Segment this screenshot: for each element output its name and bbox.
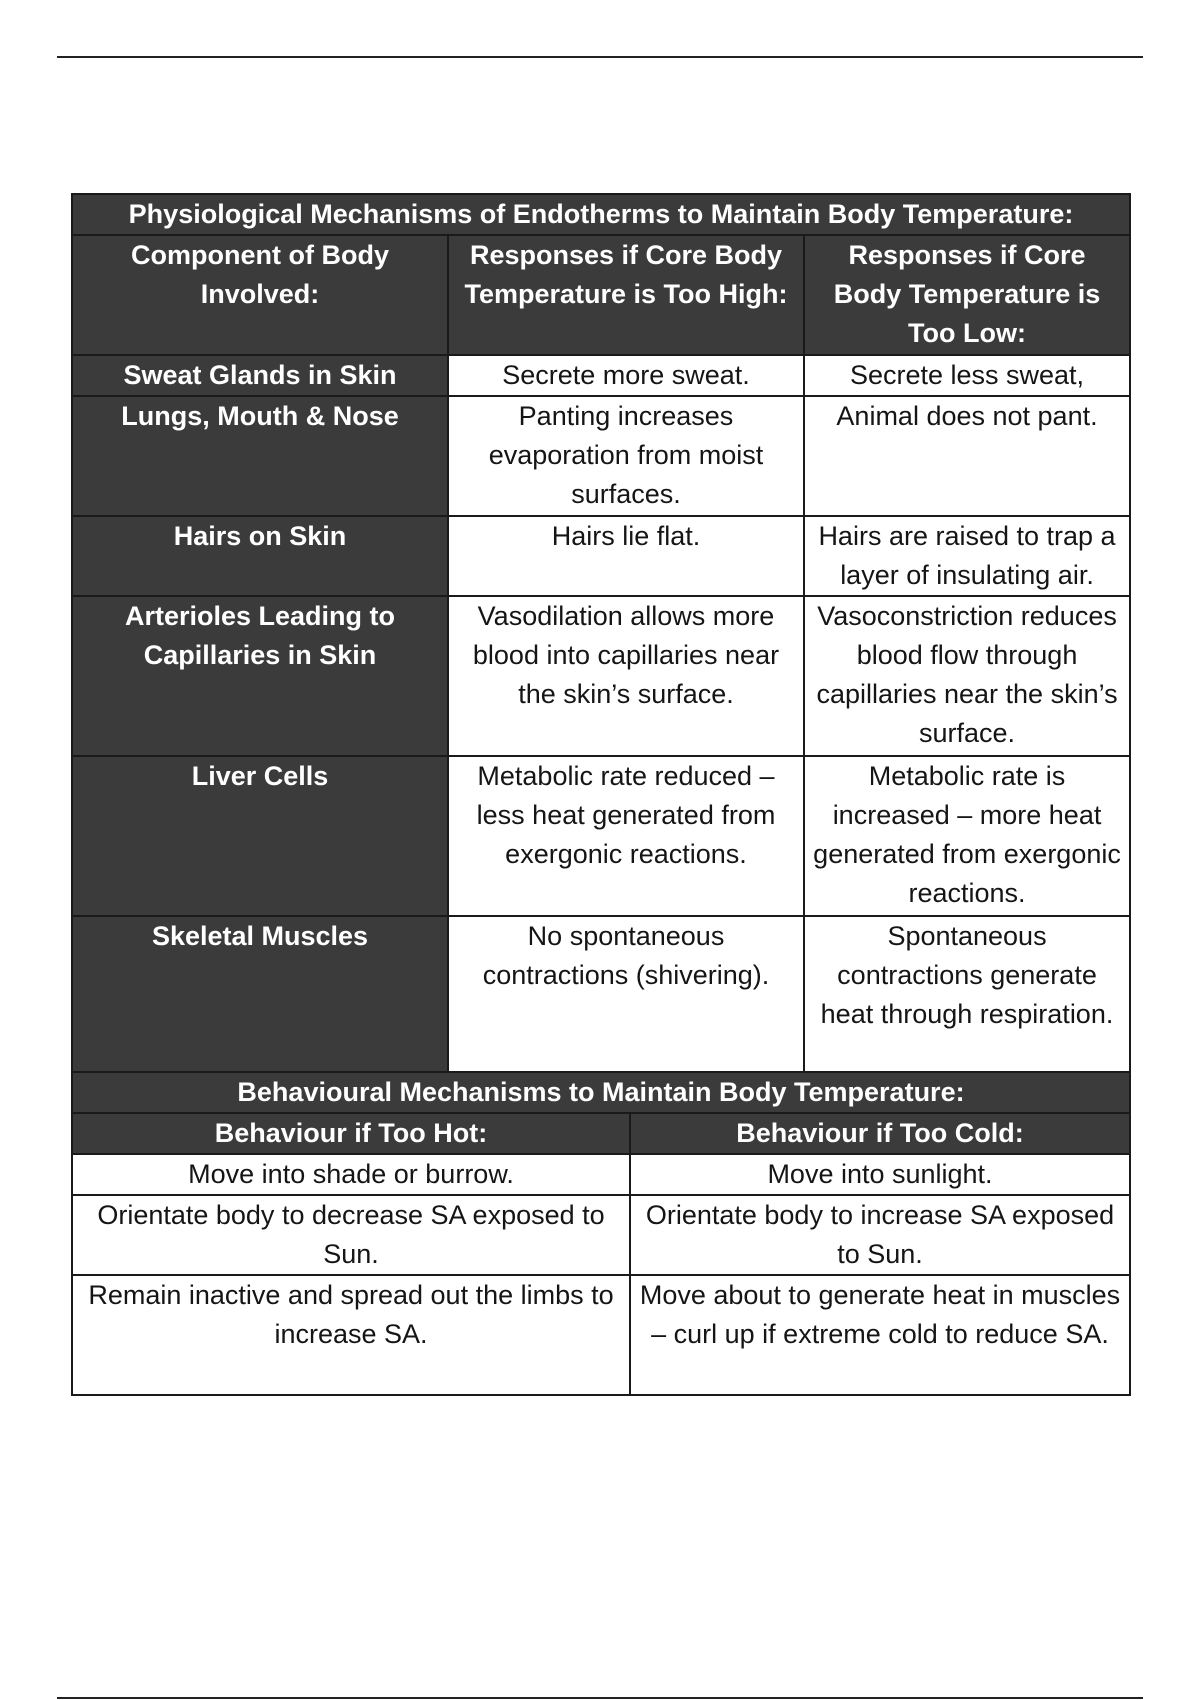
row-high-response: No spontaneous contractions (shivering). [448, 916, 804, 1076]
header-component: Component of Body Involved: [72, 235, 448, 355]
row-component: Liver Cells [72, 756, 448, 916]
behavioural-table [71, 1071, 1131, 1396]
row-low-response: Vasoconstriction reduces blood flow through capillaries near the skin’s surface. [804, 596, 1130, 756]
row-high-response: Hairs lie flat. [448, 516, 804, 596]
physiological-table [71, 193, 1131, 1077]
header-too-low: Responses if Core Body Temperature is Too Low: [804, 235, 1130, 355]
row-low-response: Hairs are raised to trap a layer of insulating air. [804, 516, 1130, 596]
table-row [72, 756, 1130, 916]
table-row [72, 916, 1130, 1076]
table-row [72, 396, 1130, 516]
row-low-response: Spontaneous contractions generate heat through respiration. [804, 916, 1130, 1076]
behaviour-hot: Orientate body to decrease SA exposed to Sun. [72, 1195, 630, 1275]
header-too-cold: Behaviour if Too Cold: [630, 1113, 1130, 1154]
behaviour-hot: Remain inactive and spread out the limbs to increase SA. [72, 1275, 630, 1395]
behaviour-cold: Move into sunlight. [630, 1154, 1130, 1195]
row-component: Hairs on Skin [72, 516, 448, 596]
table-row [72, 355, 1130, 396]
behavioural-title: Behavioural Mechanisms to Maintain Body Temperature: [72, 1072, 1130, 1113]
row-high-response: Vasodilation allows more blood into capillaries near the skin’s surface. [448, 596, 804, 756]
row-low-response: Metabolic rate is increased – more heat generated from exergonic reactions. [804, 756, 1130, 916]
row-component: Skeletal Muscles [72, 916, 448, 1076]
table-row [72, 1195, 1130, 1275]
row-low-response: Secrete less sweat, [804, 355, 1130, 396]
row-component: Sweat Glands in Skin [72, 355, 448, 396]
table-row [72, 1275, 1130, 1395]
behaviour-cold: Orientate body to increase SA exposed to Sun. [630, 1195, 1130, 1275]
row-high-response: Metabolic rate reduced – less heat generated from exergonic reactions. [448, 756, 804, 916]
table-row [72, 596, 1130, 756]
physiological-title: Physiological Mechanisms of Endotherms to Maintain Body Temperature: [72, 194, 1130, 235]
table-row [72, 1154, 1130, 1195]
header-too-hot: Behaviour if Too Hot: [72, 1113, 630, 1154]
header-too-high: Responses if Core Body Temperature is Too High: [448, 235, 804, 355]
table-row [72, 516, 1130, 596]
row-component: Lungs, Mouth & Nose [72, 396, 448, 516]
row-low-response: Animal does not pant. [804, 396, 1130, 516]
row-high-response: Panting increases evaporation from moist surfaces. [448, 396, 804, 516]
row-component: Arterioles Leading to Capillaries in Skin [72, 596, 448, 756]
footer-rule [57, 1697, 1143, 1699]
behaviour-cold: Move about to generate heat in muscles – curl up if extreme cold to reduce SA. [630, 1275, 1130, 1395]
behaviour-hot: Move into shade or burrow. [72, 1154, 630, 1195]
header-rule [57, 56, 1143, 58]
row-high-response: Secrete more sweat. [448, 355, 804, 396]
